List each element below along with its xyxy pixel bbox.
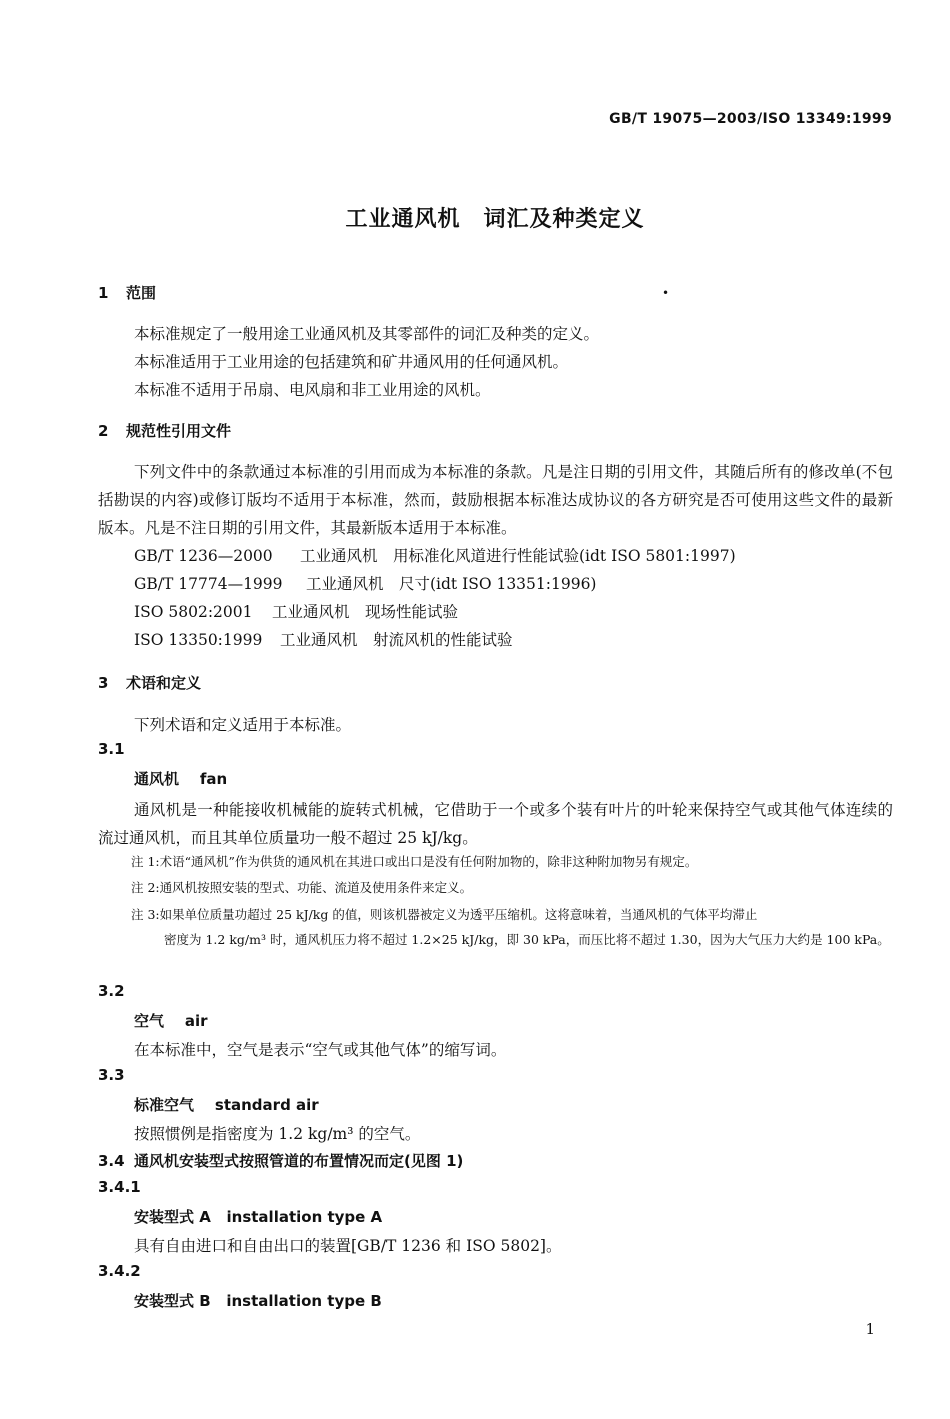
- reference-item: [134, 572, 596, 594]
- reference-code: ISO 13350:1999: [134, 631, 263, 649]
- note: 注 2:通风机按照安装的型式、功能、流道及使用条件来定义。: [131, 880, 473, 895]
- term-cn: 安装型式 A: [134, 1208, 211, 1226]
- reference-item: [134, 600, 458, 622]
- scan-speck: •: [662, 286, 670, 300]
- paragraph: 本标准不适用于吊扇、电风扇和非工业用途的风机。: [134, 381, 491, 399]
- note-continuation: 密度为 1.2 kg/m³ 时，通风机压力将不超过 1.2×25 kJ/kg，即 30 kPa，而压比将不超过 1.30，因为大气压力大约是 100 kPa。: [164, 932, 890, 947]
- section-number: 3: [98, 674, 109, 692]
- clause-title: 通风机安装型式按照管道的布置情况而定(见图 1): [134, 1152, 464, 1170]
- definition: 在本标准中，空气是表示“空气或其他气体”的缩写词。: [134, 1041, 507, 1059]
- term-heading: [134, 1290, 382, 1311]
- term-heading: [134, 1010, 208, 1031]
- section-title: 规范性引用文件: [126, 422, 232, 440]
- term-cn: 安装型式 B: [134, 1292, 211, 1310]
- reference-code: GB/T 17774—1999: [134, 575, 283, 593]
- term-heading: [134, 1206, 382, 1227]
- note: 注 1:术语“通风机”作为供货的通风机在其进口或出口是没有任何附加物的，除非这种附加物另有规定。: [131, 854, 698, 869]
- term-heading: [134, 1094, 319, 1115]
- section-3-heading: [98, 672, 201, 693]
- clause-number: 3.1: [98, 740, 125, 758]
- term-cn: 标准空气: [134, 1096, 195, 1114]
- section-number: 1: [98, 284, 109, 302]
- reference-code: GB/T 1236—2000: [134, 547, 273, 565]
- clause-number: 3.4.1: [98, 1178, 141, 1196]
- note: 注 3:如果单位质量功超过 25 kJ/kg 的值，则该机器被定义为透平压缩机。这将意味着，当通风机的气体平均滞止: [131, 907, 758, 922]
- reference-title: 工业通风机 射流风机的性能试验: [280, 631, 513, 649]
- paragraph: 下列术语和定义适用于本标准。: [134, 716, 352, 734]
- section-title: 范围: [126, 284, 157, 302]
- clause-number: 3.4: [98, 1152, 125, 1170]
- section-1-heading: [98, 282, 156, 303]
- clause-number: 3.3: [98, 1066, 125, 1084]
- term-en: fan: [199, 770, 228, 788]
- term-cn: 空气: [134, 1012, 165, 1030]
- section-2-heading: [98, 420, 231, 441]
- paragraph: 本标准适用于工业用途的包括建筑和矿井通风用的任何通风机。: [134, 353, 569, 371]
- definition: 按照惯例是指密度为 1.2 kg/m³ 的空气。: [134, 1125, 421, 1143]
- standard-code-header: GB/T 19075—2003/ISO 13349:1999: [609, 111, 892, 127]
- clause-number: 3.2: [98, 982, 125, 1000]
- reference-title: 工业通风机 用标准化风道进行性能试验(idt ISO 5801:1997): [300, 547, 736, 565]
- term-en: air: [184, 1012, 208, 1030]
- definition: 通风机是一种能接收机械能的旋转式机械，它借助于一个或多个装有叶片的叶轮来保持空气或其他气体连续的流过通风机，而且其单位质量功一般不超过 25 kJ/kg。: [98, 801, 893, 847]
- page-title: 工业通风机 词汇及种类定义: [345, 207, 645, 232]
- paragraph: 下列文件中的条款通过本标准的引用而成为本标准的条款。凡是注日期的引用文件，其随后所有的修改单(不包括勘误的内容)或修订版均不适用于本标准，然而，鼓励根据本标准达成协议的各方研究是否可使用这些文件的最新版本。凡是不注日期的引用文件，其最新版本适用于本标准。: [98, 463, 893, 537]
- term-cn: 通风机: [134, 770, 180, 788]
- reference-item: [134, 544, 736, 566]
- section-title: 术语和定义: [126, 674, 202, 692]
- reference-title: 工业通风机 尺寸(idt ISO 13351:1996): [306, 575, 597, 593]
- term-en: standard air: [214, 1096, 319, 1114]
- term-heading: [134, 768, 227, 789]
- reference-title: 工业通风机 现场性能试验: [272, 603, 459, 621]
- page-number: 1: [865, 1320, 875, 1338]
- clause-number: 3.4.2: [98, 1262, 141, 1280]
- clause-heading: [98, 1150, 463, 1171]
- paragraph: 本标准规定了一般用途工业通风机及其零部件的词汇及种类的定义。: [134, 325, 600, 343]
- term-en: installation type A: [226, 1208, 383, 1226]
- definition: 具有自由进口和自由出口的装置[GB/T 1236 和 ISO 5802]。: [134, 1237, 562, 1255]
- reference-item: [134, 628, 513, 650]
- term-en: installation type B: [226, 1292, 382, 1310]
- reference-code: ISO 5802:2001: [134, 603, 253, 621]
- section-number: 2: [98, 422, 109, 440]
